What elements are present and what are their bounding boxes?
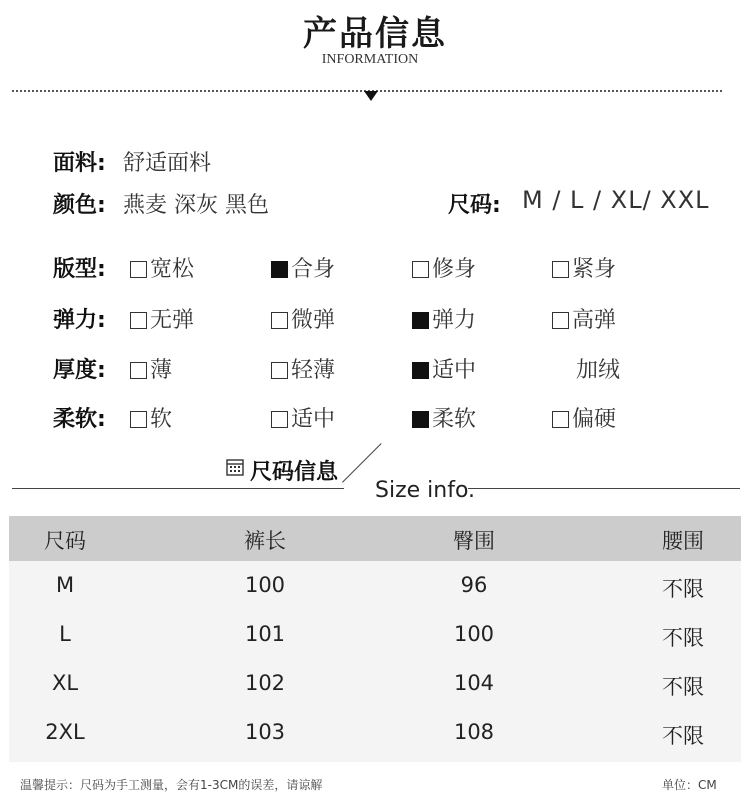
attribute-option-label: 适中 xyxy=(432,358,477,383)
table-cell: 不限 xyxy=(662,577,704,601)
page-subtitle: INFORMATION xyxy=(321,52,419,67)
attribute-option xyxy=(271,402,335,433)
checked-box-icon xyxy=(271,261,288,278)
attribute-option xyxy=(412,353,476,384)
unchecked-box-icon xyxy=(412,261,429,278)
checked-box-icon xyxy=(412,312,429,329)
attribute-label: 厚度: xyxy=(53,358,106,383)
checked-box-icon xyxy=(412,362,429,379)
color-label: 颜色: xyxy=(53,193,106,218)
header-cell: 裤长 xyxy=(244,529,286,553)
attribute-option-label: 微弹 xyxy=(291,308,336,333)
table-cell: 不限 xyxy=(662,626,704,650)
size-section-title: 尺码信息 xyxy=(250,460,339,485)
attribute-option-label: 轻薄 xyxy=(291,358,336,383)
section-rule-left xyxy=(12,488,344,489)
attribute-option xyxy=(552,252,616,283)
attribute-option-label: 修身 xyxy=(432,257,477,282)
section-slash xyxy=(342,443,382,483)
table-cell: 2XL xyxy=(45,720,85,744)
unchecked-box-icon xyxy=(552,411,569,428)
attribute-option xyxy=(130,252,194,283)
attribute-option xyxy=(271,353,335,384)
size-table xyxy=(9,516,741,762)
attribute-label: 版型: xyxy=(53,257,106,282)
table-cell: XL xyxy=(51,671,79,695)
attribute-option-label: 高弹 xyxy=(572,308,617,333)
unchecked-box-icon xyxy=(130,312,147,329)
attribute-option xyxy=(412,303,476,334)
attribute-label: 柔软: xyxy=(53,407,106,432)
table-cell: 108 xyxy=(453,720,495,744)
table-cell: 96 xyxy=(460,573,488,597)
table-cell: 102 xyxy=(244,671,286,695)
attribute-option-label: 宽松 xyxy=(150,257,195,282)
attribute-option-label: 弹力 xyxy=(432,308,477,333)
header-cell: 腰围 xyxy=(662,529,704,553)
page-title: 产品信息 xyxy=(303,14,447,54)
table-cell: 104 xyxy=(453,671,495,695)
attribute-option xyxy=(552,402,616,433)
footer-unit: 单位：CM xyxy=(662,778,717,792)
attribute-option xyxy=(412,402,476,433)
attribute-option xyxy=(271,303,335,334)
attribute-option-label: 紧身 xyxy=(572,257,617,282)
unchecked-box-icon xyxy=(552,312,569,329)
section-rule-right xyxy=(468,488,740,489)
unchecked-box-icon xyxy=(271,312,288,329)
size-table-header xyxy=(9,516,741,561)
attribute-option xyxy=(130,402,172,433)
attribute-option xyxy=(412,252,476,283)
header-cell: 尺码 xyxy=(44,529,86,553)
attribute-option-label: 加绒 xyxy=(576,358,621,383)
unchecked-box-icon xyxy=(552,261,569,278)
attribute-label: 弹力: xyxy=(53,308,106,333)
unchecked-box-icon xyxy=(130,261,147,278)
unchecked-box-icon xyxy=(271,411,288,428)
table-cell: L xyxy=(59,622,71,646)
table-cell: M xyxy=(55,573,75,597)
table-cell: 101 xyxy=(244,622,286,646)
attribute-option xyxy=(576,353,620,384)
attribute-option-label: 薄 xyxy=(150,358,173,383)
attribute-option-label: 合身 xyxy=(291,257,336,282)
size-label: 尺码: xyxy=(448,193,501,218)
table-cell: 不限 xyxy=(662,675,704,699)
calendar-icon xyxy=(226,458,244,476)
footer-note: 温馨提示：尺码为手工测量，会有1-3CM的误差，请谅解 xyxy=(20,778,323,792)
table-cell: 100 xyxy=(244,573,286,597)
attribute-option xyxy=(130,353,172,384)
attribute-option xyxy=(271,252,335,283)
attribute-option xyxy=(130,303,194,334)
attribute-option-label: 偏硬 xyxy=(572,407,617,432)
attribute-option-label: 无弹 xyxy=(150,308,195,333)
size-section-title-en: Size info. xyxy=(375,478,476,503)
unchecked-box-icon xyxy=(130,362,147,379)
table-cell: 103 xyxy=(244,720,286,744)
unchecked-box-icon xyxy=(271,362,288,379)
fabric-label: 面料: xyxy=(53,151,106,176)
header-cell: 臀围 xyxy=(453,529,495,553)
attribute-option-label: 软 xyxy=(150,407,173,432)
size-value: M / L / XL/ XXL xyxy=(522,186,710,214)
attribute-option xyxy=(552,303,616,334)
attribute-option-label: 适中 xyxy=(291,407,336,432)
checked-box-icon xyxy=(412,411,429,428)
down-triangle-icon xyxy=(364,91,378,101)
table-cell: 不限 xyxy=(662,724,704,748)
attribute-option-label: 柔软 xyxy=(432,407,477,432)
table-cell: 100 xyxy=(453,622,495,646)
fabric-value: 舒适面料 xyxy=(123,151,212,176)
color-value: 燕麦 深灰 黑色 xyxy=(123,193,269,218)
unchecked-box-icon xyxy=(130,411,147,428)
